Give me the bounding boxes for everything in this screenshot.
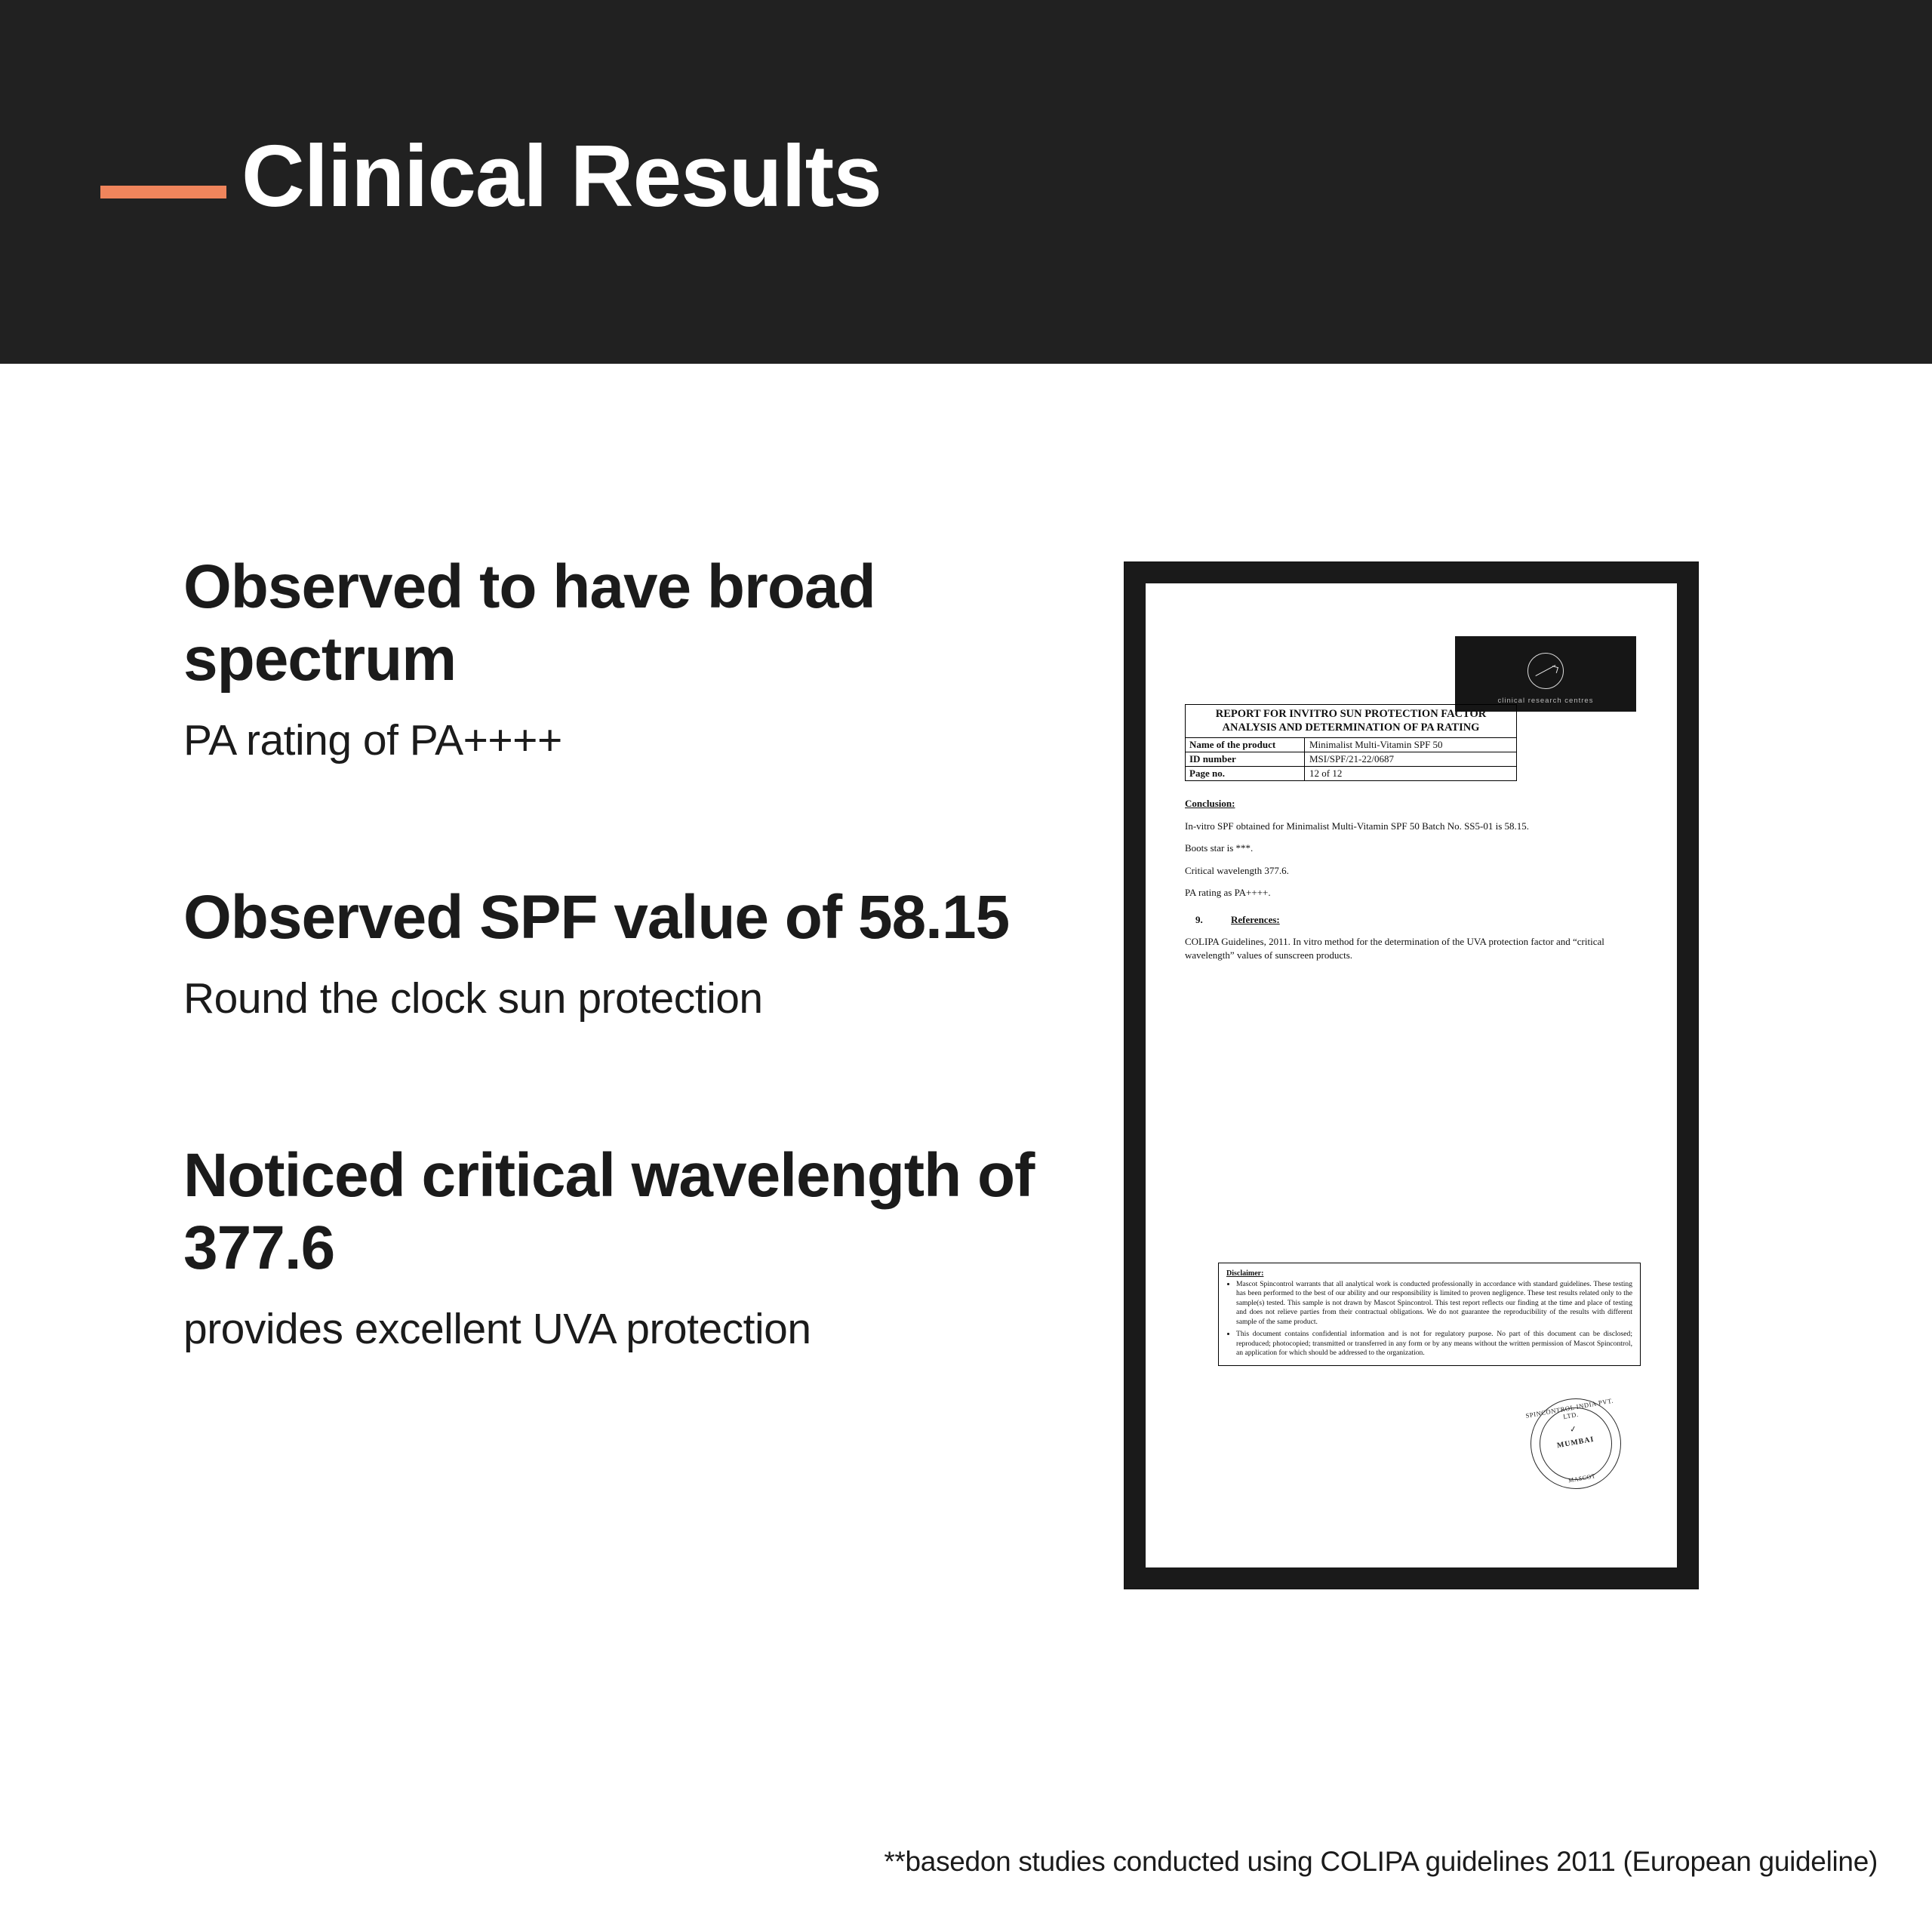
claim-subtitle: Round the clock sun protection xyxy=(183,974,763,1023)
seal-stamp-icon xyxy=(1523,1391,1628,1496)
meta-key: ID number xyxy=(1186,752,1305,766)
references-text: COLIPA Guidelines, 2011. In vitro method for the determination of the UVA protection factor and “critical wavelength” values of sunscreen products. xyxy=(1185,936,1604,961)
report-header-table xyxy=(1185,704,1517,781)
table-row xyxy=(1186,767,1516,780)
claim-item xyxy=(183,1140,1127,1357)
claims-list xyxy=(183,551,1127,1357)
claim-title: Noticed critical wavelength of 377.6 xyxy=(183,1141,1035,1282)
claim-subtitle: provides excellent UVA protection xyxy=(183,1304,811,1353)
stamp-mark-icon: ✓ xyxy=(1569,1424,1578,1435)
conclusion-line: In-vitro SPF obtained for Minimalist Multi-Vitamin SPF 50 Batch No. SS5-01 is 58.15. xyxy=(1185,820,1530,832)
header-banner xyxy=(0,0,1932,364)
conclusion-label: Conclusion: xyxy=(1185,798,1235,809)
table-row xyxy=(1186,752,1516,767)
lab-logo-mark-icon xyxy=(1527,653,1564,689)
disclaimer-title: Disclaimer: xyxy=(1226,1269,1264,1278)
accent-rule xyxy=(100,186,226,198)
disclaimer-box xyxy=(1218,1263,1641,1366)
footnote: **basedon studies conducted using COLIPA guidelines 2011 (European guideline) xyxy=(884,1846,1878,1877)
meta-value: 12 of 12 xyxy=(1309,768,1343,780)
table-row xyxy=(1186,738,1516,752)
claim-item xyxy=(183,881,1127,1026)
disclaimer-item: • Mascot Spincontrol warrants that all analytical work is conducted professionally in accordance with standard guidelines. These testing has been performed to the best of our ability and our responsibility is limited to proven negligence. These test results related only to the sample(s) tested. This sample is not drawn by Mascot Spincontrol. This test report reflects our finding at the time and place of testing and does not relieve parties from their contractual obligations. We do not guarantee the reproducibility of the results with different sample of the same product. xyxy=(1236,1280,1632,1327)
conclusion-line: PA rating as PA++++. xyxy=(1185,887,1271,899)
report-title-line1: REPORT FOR INVITRO SUN PROTECTION FACTOR xyxy=(1215,708,1487,720)
conclusion-line: Boots star is ***. xyxy=(1185,842,1254,854)
lab-logo-caption: clinical research centres xyxy=(1497,697,1594,705)
report-title-line2: ANALYSIS AND DETERMINATION OF PA RATING xyxy=(1222,721,1480,734)
certificate-body xyxy=(1185,797,1638,971)
conclusion-line: Critical wavelength 377.6. xyxy=(1185,864,1289,876)
report-title xyxy=(1186,705,1516,738)
meta-key: Name of the product xyxy=(1186,738,1305,752)
meta-value: MSI/SPF/21-22/0687 xyxy=(1309,753,1394,765)
meta-value: Minimalist Multi-Vitamin SPF 50 xyxy=(1309,739,1443,751)
claim-title: Observed SPF value of 58.15 xyxy=(183,882,1010,952)
references-number: 9. xyxy=(1195,913,1203,925)
stamp-top-text: SPINCONTROL INDIA PVT. LTD. xyxy=(1524,1396,1614,1421)
certificate-frame xyxy=(1124,562,1698,1589)
disclaimer-item: • This document contains confidential information and is not for regulatory purpose. No part of this document can be disclosed; reproduced; photocopied; transmitted or transferred in any form or by any means without the written permission of Mascot Spincontrol, an application for which should be addressed to the organization. xyxy=(1236,1330,1632,1358)
certificate-page xyxy=(1146,583,1677,1567)
claim-item xyxy=(183,551,1127,768)
certificate-document xyxy=(1146,583,1677,1567)
claim-title: Observed to have broad spectrum xyxy=(183,552,875,694)
page-title: Clinical Results xyxy=(242,127,881,225)
stamp-city: MUMBAI xyxy=(1556,1435,1595,1451)
stamp-bottom-text: MASCOT xyxy=(1567,1472,1596,1484)
meta-key: Page no. xyxy=(1186,767,1305,780)
lab-logo xyxy=(1455,636,1636,712)
claim-subtitle: PA rating of PA++++ xyxy=(183,715,562,764)
references-label: References: xyxy=(1231,913,1280,925)
